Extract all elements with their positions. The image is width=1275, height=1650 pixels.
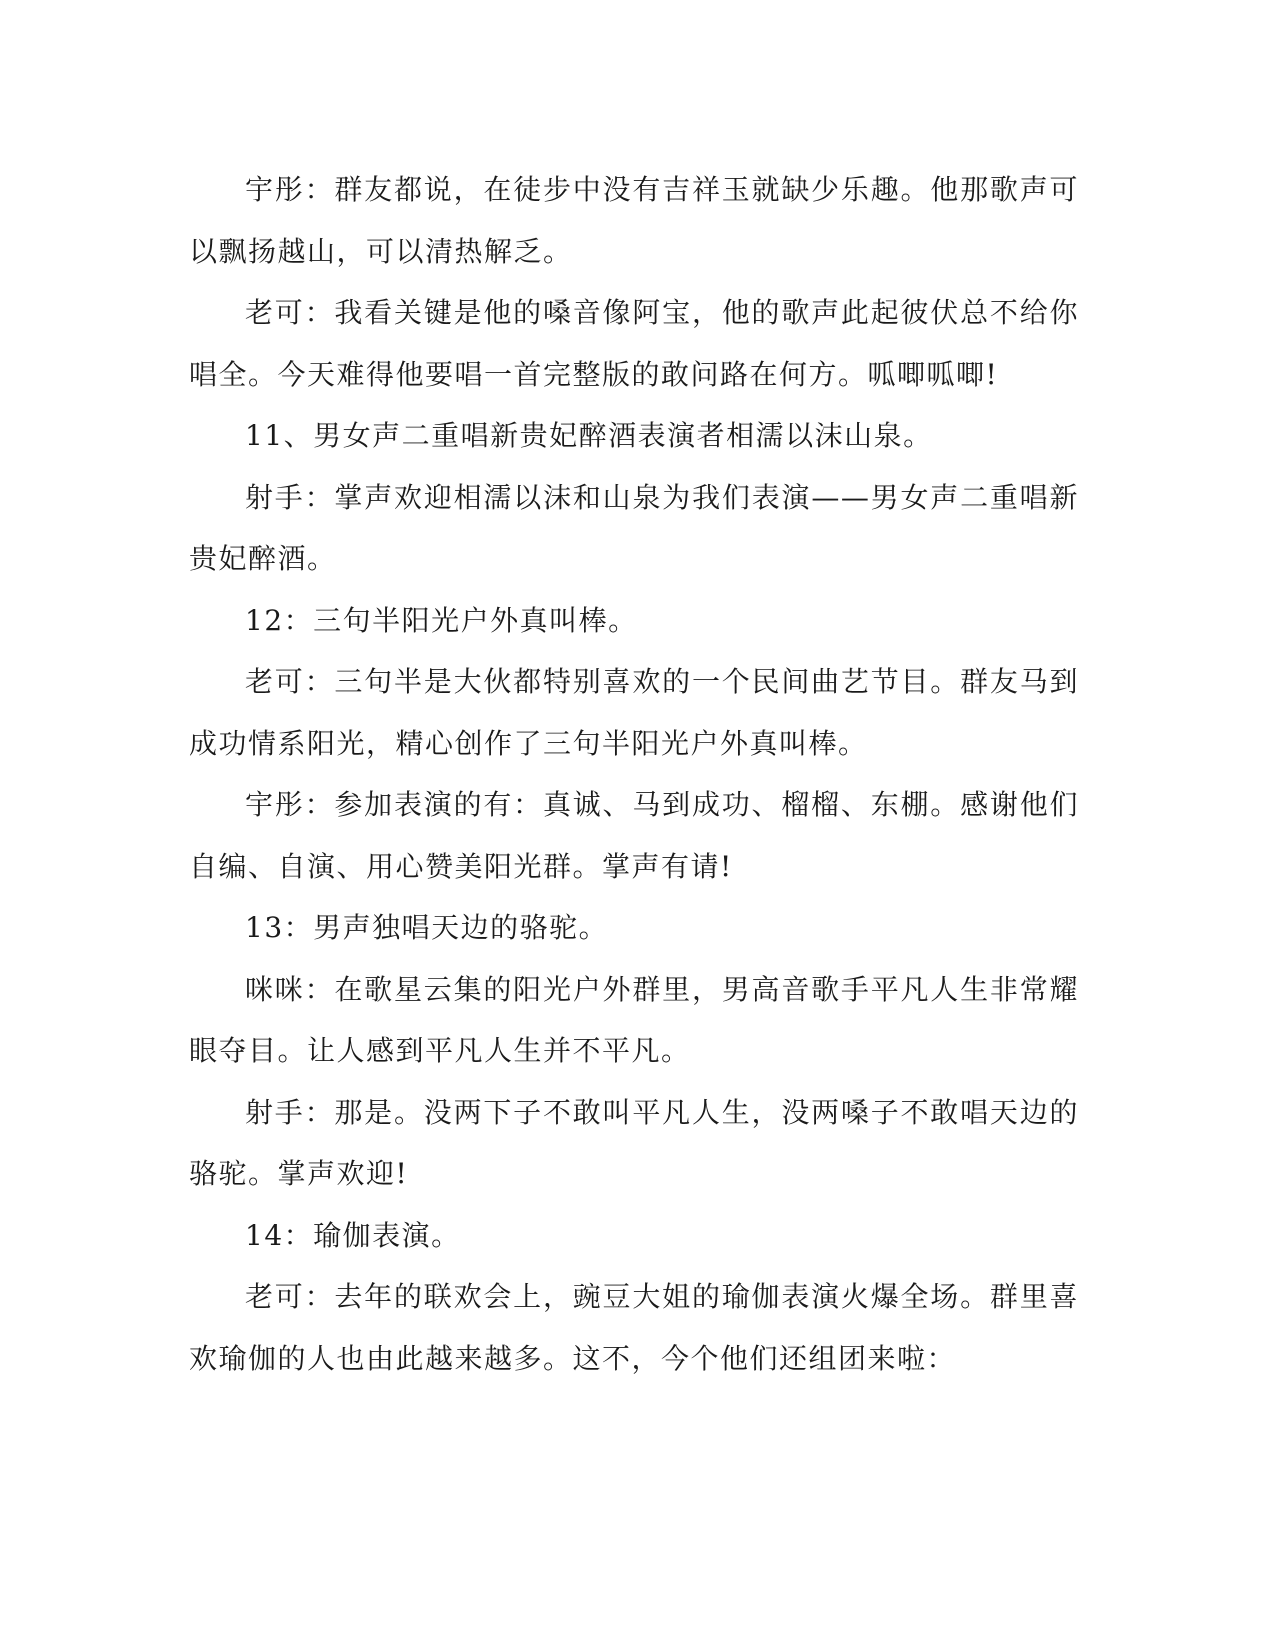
paragraph: 11、男女声二重唱新贵妃醉酒表演者相濡以沫山泉。 [245,419,933,452]
paragraph: 咪咪：在歌星云集的阳光户外群里，男高音歌手平凡人生非常耀眼夺目。让人感到平凡人生并不平凡。 [189,972,1079,1067]
paragraph: 射手：掌声欢迎相濡以沫和山泉为我们表演——男女声二重唱新贵妃醉酒。 [189,480,1079,575]
paragraph: 老可：三句半是大伙都特别喜欢的一个民间曲艺节目。群友马到成功情系阳光，精心创作了三句半阳光户外真叫棒。 [189,665,1079,760]
document-body [189,159,1079,1389]
paragraph: 射手：那是。没两下子不敢叫平凡人生，没两嗓子不敢唱天边的骆驼。掌声欢迎! [189,1095,1079,1190]
paragraph: 12：三句半阳光户外真叫棒。 [245,603,638,637]
paragraph: 宇彤：群友都说，在徒步中没有吉祥玉就缺少乐趣。他那歌声可以飘扬越山，可以清热解乏。 [189,173,1079,268]
paragraph: 宇彤：参加表演的有：真诚、马到成功、榴榴、东棚。感谢他们自编、自演、用心赞美阳光群。掌声有请! [189,788,1079,883]
paragraph: 14：瑜伽表演。 [245,1218,461,1252]
paragraph: 老可：去年的联欢会上，豌豆大姐的瑜伽表演火爆全场。群里喜欢瑜伽的人也由此越来越多。这不，今个他们还组团来啦： [189,1280,1079,1375]
paragraph: 老可：我看关键是他的嗓音像阿宝，他的歌声此起彼伏总不给你唱全。今天难得他要唱一首完整版的敢问路在何方。呱唧呱唧! [189,296,1079,391]
paragraph: 13：男声独唱天边的骆驼。 [245,911,609,944]
